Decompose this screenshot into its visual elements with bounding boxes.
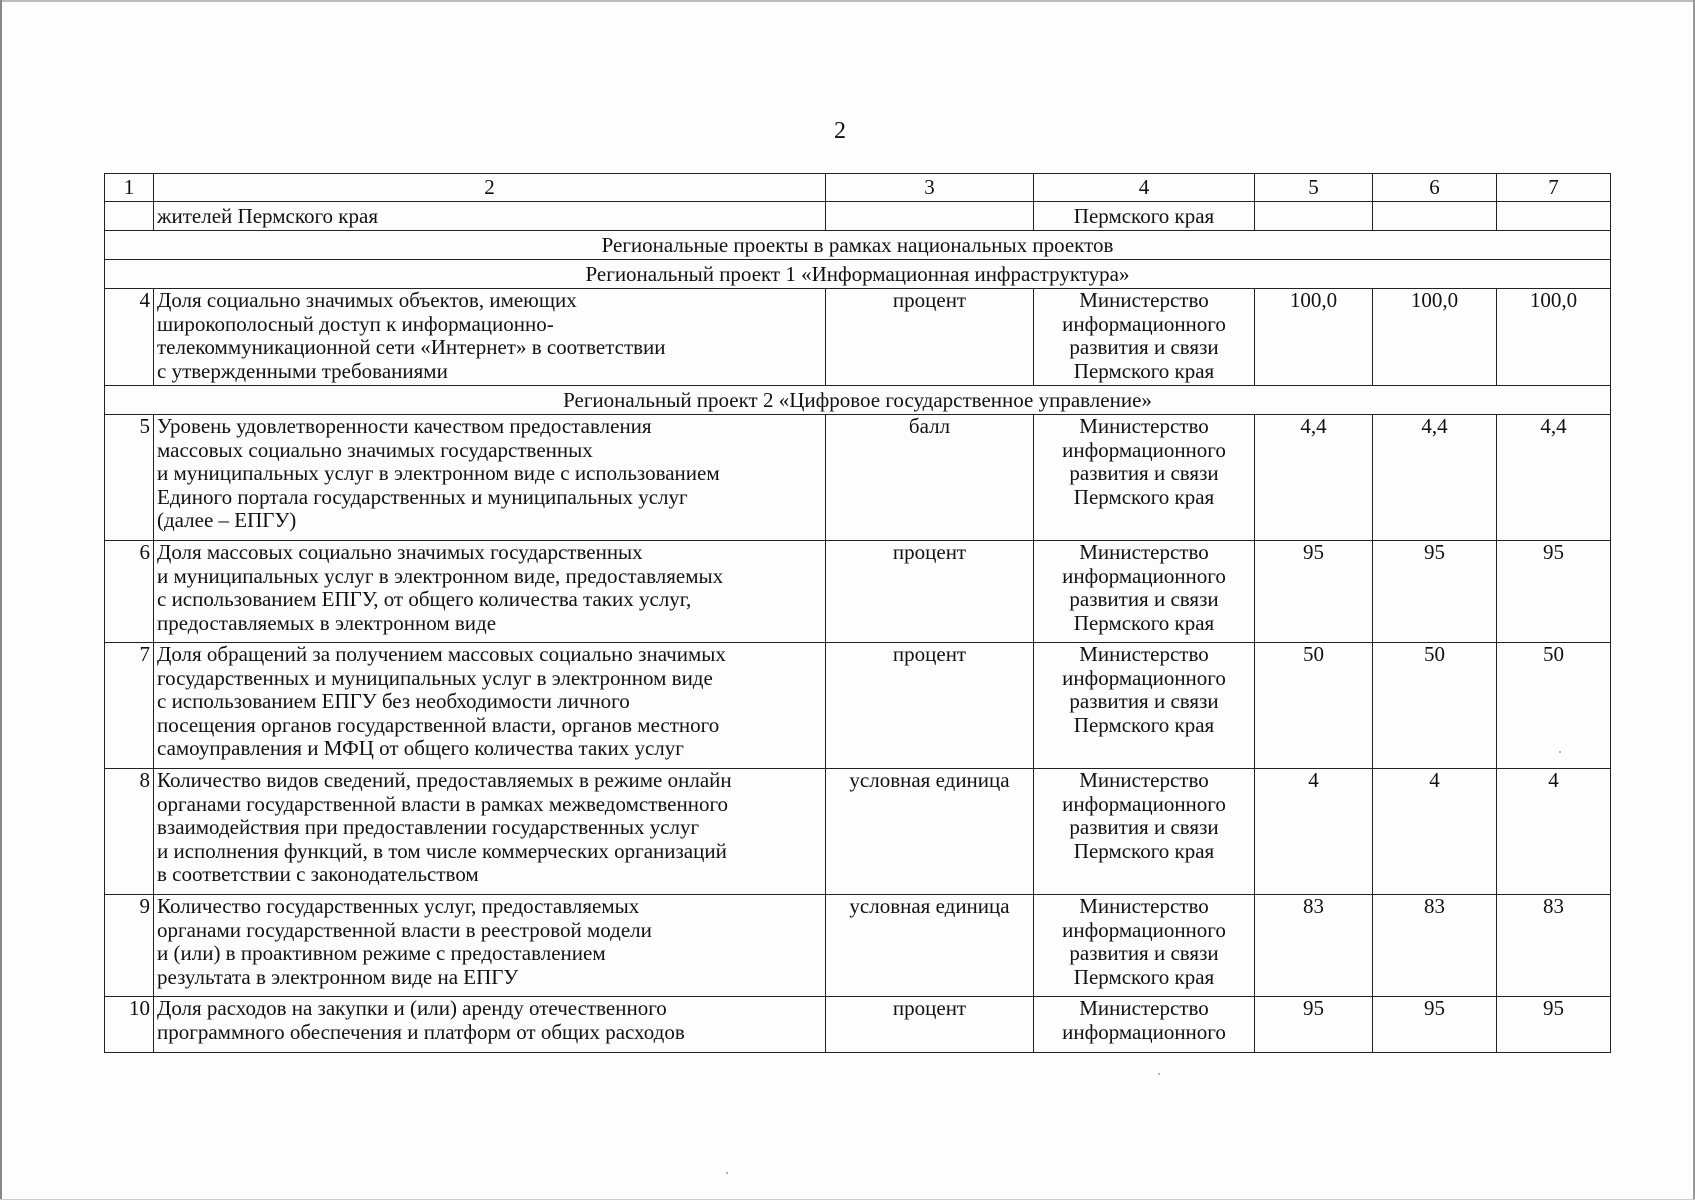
responsible-cell — [1034, 541, 1255, 643]
project-heading: Региональный проект 1 «Информационная инфраструктура» — [105, 260, 1611, 289]
text-line: органами государственной власти в реестровой модели — [157, 917, 652, 942]
indicator-name-cell — [154, 289, 826, 386]
text-line: Министерство — [1079, 894, 1209, 918]
indicator-name-cell — [154, 643, 826, 769]
value-cell-col5: 100,0 — [1255, 289, 1373, 386]
responsible-cell — [1034, 289, 1255, 386]
text-line: Министерство — [1079, 996, 1209, 1020]
row-number-cell: 5 — [105, 415, 154, 541]
text-line: информационного — [1062, 665, 1226, 690]
text-line: программного обеспечения и платформ от общих расходов — [157, 1019, 685, 1044]
text-line: Доля расходов на закупки и (или) аренду отечественного — [157, 996, 667, 1020]
text-line: Министерство — [1079, 414, 1209, 438]
text-line: Пермского края — [1073, 358, 1215, 383]
indicators-table — [104, 173, 1611, 1053]
scan-speck — [1559, 751, 1561, 753]
project-heading-row — [105, 386, 1611, 415]
text-line: Министерство — [1079, 768, 1209, 792]
text-line: информационного — [1062, 917, 1226, 942]
responsible-cell — [1034, 643, 1255, 769]
text-line: телекоммуникационной сети «Интернет» в соответствии — [157, 335, 666, 360]
text-line: Министерство — [1079, 642, 1209, 666]
value-cell — [1497, 202, 1611, 231]
text-line: Пермского края — [1073, 712, 1215, 737]
indicator-name-cell — [154, 541, 826, 643]
scan-edge-top — [0, 0, 1695, 2]
text-line: самоуправления и МФЦ от общего количества таких услуг — [157, 736, 684, 761]
text-line: Количество государственных услуг, предоставляемых — [157, 894, 640, 918]
value-cell-col6: 4 — [1373, 769, 1497, 895]
project-heading: Региональный проект 2 «Цифровое государственное управление» — [105, 386, 1611, 415]
text-line: развития и связи — [1069, 941, 1219, 966]
row-number-cell: 10 — [105, 997, 154, 1053]
text-line: Министерство — [1079, 288, 1209, 312]
indicator-row — [105, 289, 1611, 386]
text-line: Министерство — [1079, 540, 1209, 564]
indicator-row — [105, 769, 1611, 895]
value-cell-col7: 4 — [1497, 769, 1611, 895]
value-cell-col5: 83 — [1255, 895, 1373, 997]
indicator-name-cell — [154, 415, 826, 541]
text-line: информационного — [1062, 437, 1226, 462]
text-line: (далее – ЕПГУ) — [157, 508, 297, 533]
column-number-cell: 4 — [1034, 174, 1255, 202]
unit-cell: процент — [826, 289, 1034, 386]
unit-cell — [826, 202, 1034, 231]
indicator-row — [105, 415, 1611, 541]
text-line: с использованием ЕПГУ без необходимости личного — [157, 689, 630, 714]
column-number-cell: 6 — [1373, 174, 1497, 202]
section-heading-row — [105, 231, 1611, 260]
text-line: органами государственной власти в рамках межведомственного — [157, 791, 729, 816]
text-line: Количество видов сведений, предоставляемых в режиме онлайн — [157, 768, 732, 792]
column-number-cell: 2 — [154, 174, 826, 202]
text-line: информационного — [1062, 563, 1226, 588]
row-number-cell: 6 — [105, 541, 154, 643]
unit-cell: процент — [826, 997, 1034, 1053]
scan-speck — [1158, 1073, 1160, 1075]
text-line: предоставляемых в электронном виде — [157, 610, 497, 635]
text-line: информационного — [1062, 791, 1226, 816]
indicator-row — [105, 895, 1611, 997]
text-line: взаимодействия при предоставлении государственных услуг — [157, 815, 700, 840]
text-line: развития и связи — [1069, 689, 1219, 714]
text-line: информационного — [1062, 1019, 1226, 1044]
value-cell-col7: 100,0 — [1497, 289, 1611, 386]
value-cell-col6: 95 — [1373, 541, 1497, 643]
text-line: результата в электронном виде на ЕПГУ — [157, 964, 519, 989]
unit-cell: процент — [826, 541, 1034, 643]
text-line: Пермского края — [1073, 484, 1215, 509]
text-line: Доля массовых социально значимых государственных — [157, 540, 643, 564]
value-cell-col7: 50 — [1497, 643, 1611, 769]
text-line: Единого портала государственных и муниципальных услуг — [157, 484, 688, 509]
text-line: развития и связи — [1069, 815, 1219, 840]
column-number-cell: 7 — [1497, 174, 1611, 202]
value-cell-col5: 50 — [1255, 643, 1373, 769]
value-cell-col7: 95 — [1497, 997, 1611, 1053]
scan-edge-left — [0, 0, 2, 1200]
project-heading-row — [105, 260, 1611, 289]
text-line: развития и связи — [1069, 461, 1219, 486]
unit-cell: процент — [826, 643, 1034, 769]
text-line: и исполнения функций, в том числе коммерческих организаций — [157, 838, 727, 863]
text-line: и муниципальных услуг в электронном виде, предоставляемых — [157, 563, 724, 588]
value-cell-col5: 95 — [1255, 997, 1373, 1053]
value-cell-col6: 50 — [1373, 643, 1497, 769]
text-line: и муниципальных услуг в электронном виде с использованием — [157, 461, 720, 486]
unit-cell: условная единица — [826, 769, 1034, 895]
text-line: государственных и муниципальных услуг в электронном виде — [157, 665, 713, 690]
value-cell-col6: 4,4 — [1373, 415, 1497, 541]
text-line: с использованием ЕПГУ, от общего количества таких услуг, — [157, 587, 692, 612]
responsible-cell: Пермского края — [1034, 202, 1255, 231]
value-cell-col5: 95 — [1255, 541, 1373, 643]
text-line: развития и связи — [1069, 587, 1219, 612]
text-line: с утвержденными требованиями — [157, 358, 448, 383]
text-line: массовых социально значимых государственных — [157, 437, 593, 462]
column-number-cell: 5 — [1255, 174, 1373, 202]
text-line: информационного — [1062, 311, 1226, 336]
value-cell-col5: 4,4 — [1255, 415, 1373, 541]
row-number-cell — [105, 202, 154, 231]
value-cell — [1255, 202, 1373, 231]
value-cell-col6: 95 — [1373, 997, 1497, 1053]
row-number-cell: 4 — [105, 289, 154, 386]
unit-cell: балл — [826, 415, 1034, 541]
text-line: и (или) в проактивном режиме с предоставлением — [157, 941, 606, 966]
responsible-cell — [1034, 415, 1255, 541]
section-heading: Региональные проекты в рамках национальных проектов — [105, 231, 1611, 260]
text-line: в соответствии с законодательством — [157, 862, 479, 887]
row-number-cell: 8 — [105, 769, 154, 895]
indicator-name-cell — [154, 769, 826, 895]
text-line: широкополосный доступ к информационно- — [157, 311, 554, 336]
text-line: развития и связи — [1069, 335, 1219, 360]
text-line: Уровень удовлетворенности качеством предоставления — [157, 414, 652, 438]
text-line: посещения органов государственной власти, органов местного — [157, 712, 720, 737]
responsible-cell — [1034, 997, 1255, 1053]
responsible-cell — [1034, 895, 1255, 997]
scan-speck — [726, 1172, 728, 1174]
value-cell-col6: 83 — [1373, 895, 1497, 997]
indicator-name-cell — [154, 997, 826, 1053]
text-line: Пермского края — [1073, 838, 1215, 863]
column-number-cell: 3 — [826, 174, 1034, 202]
value-cell-col7: 4,4 — [1497, 415, 1611, 541]
indicator-row — [105, 643, 1611, 769]
value-cell-col7: 95 — [1497, 541, 1611, 643]
indicator-row — [105, 997, 1611, 1053]
value-cell-col5: 4 — [1255, 769, 1373, 895]
responsible-cell — [1034, 769, 1255, 895]
value-cell — [1373, 202, 1497, 231]
indicator-row — [105, 541, 1611, 643]
column-number-header-row — [105, 174, 1611, 202]
text-line: Доля обращений за получением массовых социально значимых — [157, 642, 726, 666]
indicator-name-cell — [154, 895, 826, 997]
indicator-name-cell: жителей Пермского края — [154, 202, 826, 231]
value-cell-col6: 100,0 — [1373, 289, 1497, 386]
value-cell-col7: 83 — [1497, 895, 1611, 997]
text-line: Пермского края — [1073, 964, 1215, 989]
column-number-cell: 1 — [105, 174, 154, 202]
text-line: Пермского края — [1073, 610, 1215, 635]
row-number-cell: 7 — [105, 643, 154, 769]
page-number: 2 — [834, 118, 846, 144]
row-number-cell: 9 — [105, 895, 154, 997]
text-line: Доля социально значимых объектов, имеющих — [157, 288, 577, 312]
continuation-row — [105, 202, 1611, 231]
unit-cell: условная единица — [826, 895, 1034, 997]
